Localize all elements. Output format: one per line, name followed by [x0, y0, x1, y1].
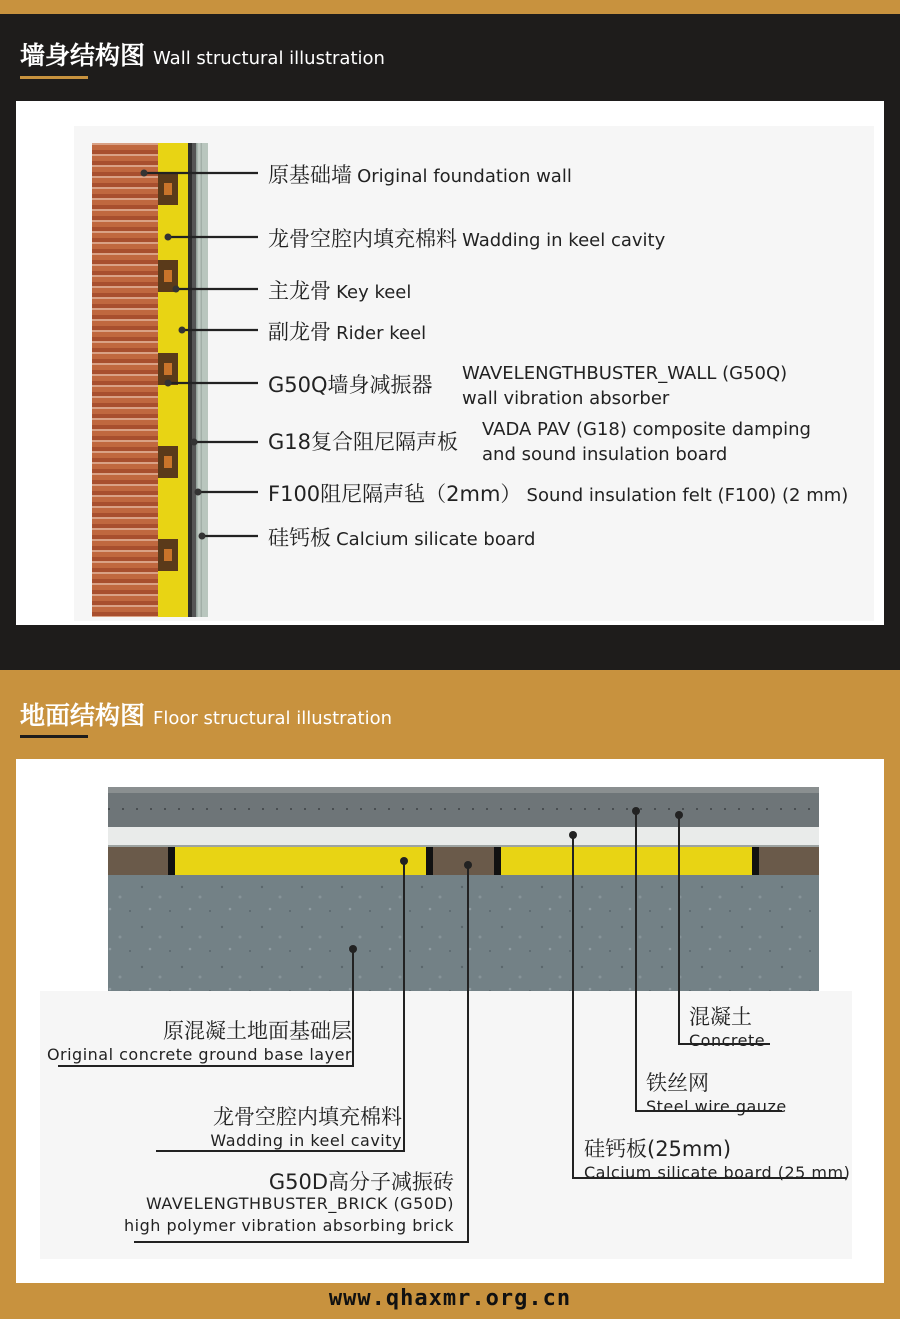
wall-label-vibration-absorber-en: WAVELENGTHBUSTER_WALL (G50Q) wall vibration absorber: [462, 363, 788, 409]
wall-section-title: [20, 36, 385, 72]
floor-section-title: [20, 696, 392, 732]
foundation-wall-bricks: [92, 143, 158, 617]
floor-label-board: 硅钙板(25mm) Calcium silicate board (25 mm): [584, 1137, 851, 1182]
wall-label-sound-felt: F100阻尼隔声毡（2mm） Sound insulation felt (F100) (2 mm): [268, 482, 849, 506]
floor-title-en: Floor structural illustration: [153, 708, 393, 729]
wall-label-vibration-absorber: G50Q墙身减振器: [268, 373, 433, 397]
wall-label-rider-keel: 副龙骨 Rider keel: [268, 320, 427, 344]
floor-label-base: 原混凝土地面基础层 Original concrete ground base layer: [46, 1019, 352, 1064]
wall-title-cn: 墙身结构图: [20, 41, 146, 70]
wall-label-wadding: 龙骨空腔内填充棉料 Wadding in keel cavity: [268, 227, 666, 251]
wall-label-damping-board-en: VADA PAV (G18) composite damping and sound insulation board: [482, 419, 811, 465]
wall-title-en: Wall structural illustration: [153, 48, 385, 69]
top-accent-strip: [0, 0, 900, 14]
calcium-board-layer: [108, 827, 819, 845]
floor-diagram-panel: [16, 759, 884, 1283]
wall-diagram-panel: [16, 101, 884, 625]
wall-title-underline: [20, 76, 88, 79]
wall-section: [0, 14, 900, 670]
wall-label-key-keel: 主龙骨 Key keel: [268, 279, 412, 303]
wall-label-foundation: 原基础墙 Original foundation wall: [268, 163, 572, 187]
floor-label-brick: G50D高分子减振砖 WAVELENGTHBUSTER_BRICK (G50D) high polymer vibration absorbing brick: [124, 1170, 454, 1235]
damping-board-layer: [188, 143, 192, 617]
calcium-silicate-board: [202, 143, 208, 617]
floor-label-wadding: 龙骨空腔内填充棉料 Wadding in keel cavity: [210, 1105, 402, 1150]
wall-label-calcium-board: 硅钙板 Calcium silicate board: [268, 526, 536, 550]
floor-title-underline: [20, 735, 88, 738]
floor-section: [0, 670, 900, 1319]
footer-watermark-url: www.qhaxmr.org.cn: [328, 1286, 572, 1311]
floor-wadding-2: [500, 847, 752, 875]
floor-label-mesh: 铁丝网 Steel wire gauze: [646, 1071, 787, 1116]
floor-title-cn: 地面结构图: [20, 701, 146, 730]
sound-felt-layer: [196, 143, 202, 617]
floor-label-concrete: 混凝土 Concrete: [689, 1005, 766, 1050]
wall-label-damping-board: G18复合阻尼隔声板: [268, 430, 458, 454]
floor-wadding-1: [174, 847, 426, 875]
